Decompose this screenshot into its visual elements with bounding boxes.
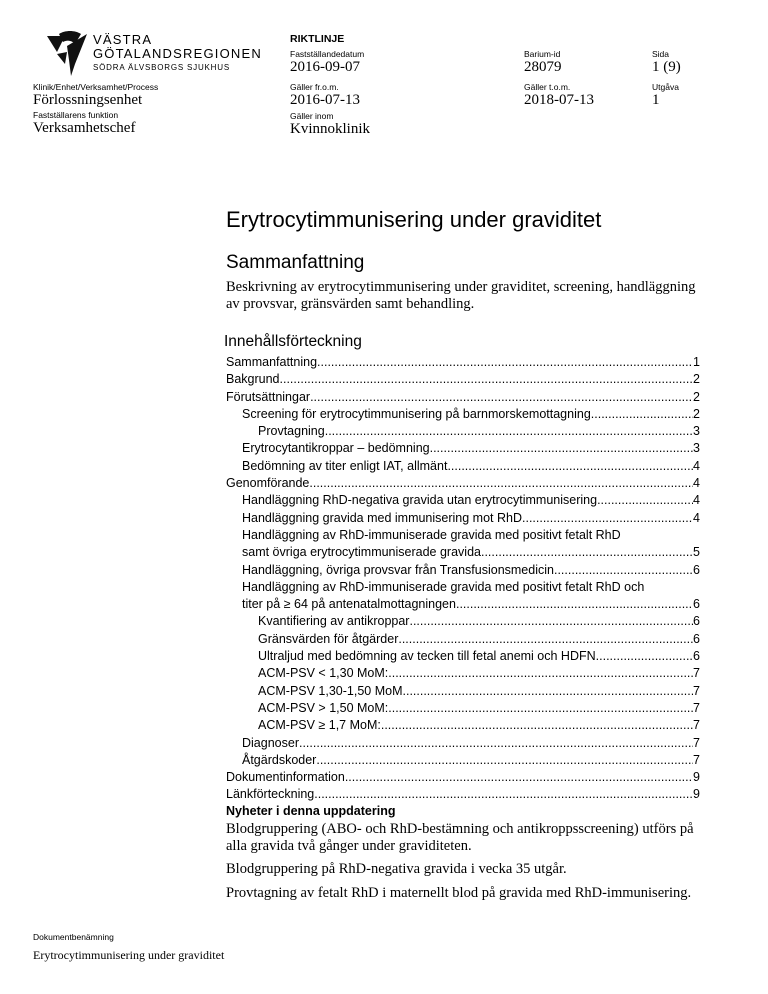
toc-leader-dots [554,562,693,579]
toc-entry-title: Handläggning RhD-negativa gravida utan erytrocytimmunisering [242,493,598,508]
toc-entry[interactable] [226,527,700,544]
toc-entry-page: 4 [693,476,700,491]
toc-entry-page: 9 [693,770,700,785]
unit-value: Förlossningsenhet [33,92,143,108]
valid-from-value: 2016-07-13 [290,92,360,108]
toc-entry-title: Handläggning gravida med immunisering mot RhD [242,510,522,525]
valid-to-value: 2018-07-13 [524,92,594,108]
toc-leader-dots [310,389,693,406]
toc-entry-title: ACM-PSV > 1,50 MoM: [258,700,389,715]
page-value: 1 (9) [652,59,681,75]
approval-date-value: 2016-09-07 [290,59,360,75]
toc-entry-page: 2 [693,406,700,421]
toc-leader-dots [316,752,693,769]
document-type: RIKTLINJE [290,33,345,45]
approver-function-value: Verksamhetschef [33,120,136,136]
approval-date-label: Fastställandedatum [290,49,365,59]
news-heading: Nyheter i denna uppdatering [226,804,396,818]
toc-entry-title: Handläggning av RhD-immuniserade gravida med positivt fetalt RhD och [242,579,645,594]
toc-entry-page: 7 [693,718,700,733]
toc-entry-title: Provtagning [258,424,325,439]
toc-leader-dots [398,631,693,648]
toc-leader-dots [481,544,693,561]
organization-logo [45,30,275,80]
toc-entry[interactable] [226,406,700,423]
toc-leader-dots [299,735,693,752]
toc-entry-page: 3 [693,441,700,456]
toc-entry-page: 9 [693,787,700,802]
toc-entry[interactable] [226,492,700,509]
toc-entry[interactable] [226,562,700,579]
toc-entry[interactable] [226,423,700,440]
toc-entry-title: Bedömning av titer enligt IAT, allmänt [242,458,448,473]
toc-entry[interactable] [226,371,700,388]
news-item: Blodgruppering på RhD-negativa gravida i vecka 35 utgår. [226,861,567,877]
toc-entry-title: ACM-PSV < 1,30 MoM: [258,666,389,681]
toc-entry[interactable] [226,665,700,682]
toc-entry-page: 4 [693,493,700,508]
toc-entry-title: Dokumentinformation [226,770,345,785]
footer-label: Dokumentbenämning [33,932,114,942]
toc-entry-title: Förutsättningar [226,389,311,404]
footer-document-name: Erytrocytimmunisering under graviditet [33,948,225,962]
toc-entry-page: 6 [693,649,700,664]
toc-entry-title: ACM-PSV ≥ 1,7 MoM: [258,718,381,733]
toc-leader-dots [325,423,693,440]
toc-entry-title: Åtgärdskoder [242,752,317,767]
toc-entry-title: Screening för erytrocytimmunisering på barnmorskemottagning [242,406,591,421]
toc-entry-title: Gränsvärden för åtgärder [258,631,399,646]
valid-from-label: Gäller fr.o.m. [290,82,339,92]
toc-entry-page: 2 [693,372,700,387]
toc-leader-dots [522,510,693,527]
toc-entry-page: 2 [693,389,700,404]
logo-line-2: GÖTALANDSREGIONEN [93,46,262,61]
logo-line-3: SÖDRA ÄLVSBORGS SJUKHUS [93,63,230,72]
edition-value: 1 [652,92,660,108]
toc-entry[interactable] [226,458,700,475]
valid-to-label: Gäller t.o.m. [524,82,571,92]
toc-entry-title: Ultraljud med bedömning av tecken till fetal anemi och HDFN [258,649,596,664]
toc-entry-page: 4 [693,458,700,473]
toc-entry-page: 7 [693,735,700,750]
toc-entry[interactable] [226,683,700,700]
toc-entry-title: titer på ≥ 64 på antenatalmottagningen [242,597,456,612]
document-title: Erytrocytimmunisering under graviditet [226,207,602,232]
toc-entry[interactable] [226,613,700,630]
table-of-contents [226,354,700,804]
toc-entry[interactable] [226,354,700,371]
toc-leader-dots [456,596,693,613]
toc-leader-dots [388,700,693,717]
page-label: Sida [652,49,670,59]
toc-entry[interactable] [226,769,700,786]
toc-entry-title: Kvantifiering av antikroppar [258,614,410,629]
toc-entry-page: 7 [693,700,700,715]
toc-entry[interactable] [226,440,700,457]
toc-leader-dots [381,717,693,734]
toc-entry-title: Sammanfattning [226,355,318,369]
toc-leader-dots [309,475,693,492]
barium-id-label: Barium-id [524,49,561,59]
toc-entry-page: 6 [693,562,700,577]
toc-leader-dots [430,440,693,457]
applies-within-value: Kvinnoklinik [290,121,371,137]
toc-entry[interactable] [226,631,700,648]
toc-entry-title: Handläggning av RhD-immuniserade gravida med positivt fetalt RhD [242,527,621,542]
toc-entry-page: 1 [693,355,700,369]
toc-entry[interactable] [226,700,700,717]
toc-entry[interactable] [226,510,700,527]
toc-leader-dots [591,406,693,423]
toc-entry-page: 6 [693,631,700,646]
toc-heading: Innehållsförteckning [224,333,362,350]
toc-leader-dots [317,354,693,371]
toc-entry[interactable] [226,752,700,769]
toc-entry-title: ACM-PSV 1,30-1,50 MoM [258,683,403,698]
toc-leader-dots [596,648,693,665]
unit-label: Klinik/Enhet/Verksamhet/Process [33,82,159,92]
summary-heading: Sammanfattning [226,252,365,273]
toc-entry-title: samt övriga erytrocytimmuniserade gravida [242,545,481,560]
news-item: Provtagning av fetalt RhD i maternellt blod på gravida med RhD-immunisering. [226,885,692,901]
toc-entry[interactable] [226,475,700,492]
toc-entry-title: Erytrocytantikroppar – bedömning [242,441,430,456]
applies-within-label: Gäller inom [290,111,334,121]
toc-entry-title: Bakgrund [226,372,280,387]
toc-entry-page: 3 [693,424,700,439]
toc-entry-page: 6 [693,614,700,629]
approver-function-label: Fastställarens funktion [33,110,119,120]
toc-entry-page: 7 [693,752,700,767]
edition-label: Utgåva [652,82,679,92]
toc-leader-dots [314,786,693,803]
toc-entry[interactable] [226,579,700,596]
toc-entry[interactable] [226,596,700,613]
toc-entry[interactable] [226,717,700,734]
toc-entry-page: 4 [693,510,700,525]
toc-entry[interactable] [226,544,700,561]
toc-entry-page: 6 [693,597,700,612]
toc-leader-dots [388,665,693,682]
summary-text: Beskrivning av erytrocytimmunisering under graviditet, screening, handläggning av provsvar, gränsvärden samt behandling. [226,279,696,312]
toc-entry-title: Länkförteckning [226,787,315,802]
toc-leader-dots [447,458,693,475]
toc-entry[interactable] [226,389,700,406]
toc-leader-dots [403,683,694,700]
toc-entry-page: 7 [693,683,700,698]
toc-leader-dots [409,613,693,630]
news-item: Blodgruppering (ABO- och RhD-bestämning och antikroppsscreening) utförs på alla gravida två gånger under graviditeten. [226,821,694,854]
toc-leader-dots [597,492,693,509]
toc-entry-title: Handläggning, övriga provsvar från Transfusionsmedicin [242,562,554,577]
toc-entry-title: Diagnoser [242,735,299,750]
toc-entry-title: Genomförande [226,476,310,491]
toc-entry[interactable] [226,786,700,803]
toc-entry[interactable] [226,648,700,665]
barium-id-value: 28079 [524,59,562,75]
vgr-logo-icon [45,30,91,80]
toc-entry-page: 5 [693,545,700,560]
logo-line-1: VÄSTRA [93,32,153,47]
toc-leader-dots [280,371,694,388]
toc-entry[interactable] [226,735,700,752]
toc-leader-dots [345,769,693,786]
toc-entry-page: 7 [693,666,700,681]
